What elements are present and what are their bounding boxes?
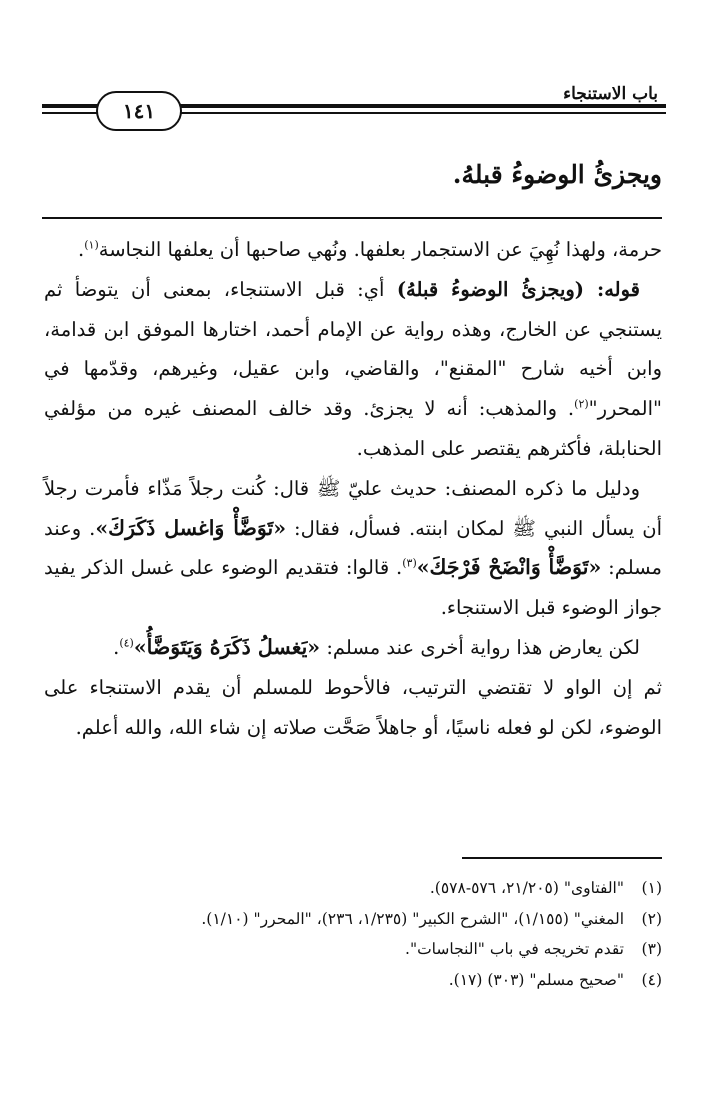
footnote-ref-4[interactable]: (٤) — [119, 636, 134, 650]
paragraph-3-text-b: . وعند مسلم: — [44, 516, 663, 580]
footnote-3 — [44, 934, 662, 965]
header-rule-thin — [174, 112, 666, 114]
paragraph-2-lead: قوله: (ويجزئُ الوضوءُ قبلهُ) — [396, 277, 640, 301]
paragraph-4-end: . — [113, 635, 120, 659]
paragraph-1-text: حرمة، ولهذا نُهِيَ عن الاستجمار بعلفها. ونُهي صاحبها أن يعلفها النجاسة — [98, 238, 662, 261]
matn-separator-rule — [42, 217, 662, 219]
footnote-number: (١) — [641, 879, 662, 897]
paragraph-5 — [44, 668, 662, 748]
header-rule-thick-left — [42, 104, 100, 108]
paragraph-5-text: ثم إن الواو لا تقتضي الترتيب، فالأحوط للمسلم أن يقدم الاستنجاء على الوضوء، لكن لو فعله ناسيًا، أو جاهلاً صَحَّت صلاته إن شاء الله، والله أعلم. — [44, 675, 662, 739]
matn-heading: ويجزئُ الوضوءُ قبلهُ. — [452, 160, 662, 189]
running-header-chapter-title: باب الاستنجاء — [563, 84, 658, 104]
footnotes — [44, 873, 662, 995]
paragraph-3-text-a: ودليل ما ذكره المصنف: حديث عليّ ﷺ قال: كُنت رجلاً مَذّاء فأمرت رجلاً أن يسأل النبي ﷺ لمكان ابنته. فسأل، فقال: — [44, 476, 662, 540]
footnote-text: المغني" (١/١٥٥)، "الشرح الكبير" (١/٢٣٥، ٢٣٦)، "المحرر" (١/١٠). — [201, 909, 624, 928]
page-number: ١٤١ — [96, 91, 182, 131]
header-rule-thick — [174, 104, 666, 108]
footnote-ref-1[interactable]: (١) — [84, 238, 99, 252]
hadith-quote-2: «تَوَضَّأْ وَانْضَحْ فَرْجَكَ» — [416, 555, 602, 580]
hadith-quote-3: «يَغسلُ ذَكَرَهُ وَيَتَوَضَّأُ» — [133, 634, 321, 659]
header-rule-thin-left — [42, 112, 100, 114]
paragraph-3-text-c: . قالوا: فتقديم الوضوء على غسل الذكر يفيد جواز الوضوء قبل الاستنجاء. — [44, 556, 662, 620]
paragraph-2-text-a: أي: قبل الاستنجاء، بمعنى أن يتوضأ ثم يستنجي عن الخارج، وهذه رواية عن الإمام أحمد، اختارها الموفق ابن قدامة، وابن أخيه شارح "المقنع"، والقاضي، وابن عقيل، وغيرهم، وقدّمها في "المحرر" — [44, 277, 662, 421]
paragraph-4-text-a: لكن يعارض هذا رواية أخرى عند مسلم: — [320, 635, 640, 659]
paragraph-2 — [44, 270, 662, 469]
footnote-2 — [44, 904, 662, 935]
footnote-number: (٤) — [641, 970, 662, 989]
commentary-body — [44, 230, 662, 747]
footnote-ref-2[interactable]: (٢) — [574, 397, 589, 411]
paragraph-1 — [44, 230, 662, 270]
footnote-1 — [44, 873, 662, 904]
footnote-text: تقدم تخريجه في باب "النجاسات". — [405, 940, 624, 958]
paragraph-1-end: . — [78, 238, 85, 261]
footnote-separator-rule — [462, 857, 662, 859]
paragraph-2-text-b: . والمذهب: أنه لا يجزئ. وقد خالف المصنف غيره من مؤلفي الحنابلة، فأكثرهم يقتصر على المذهب. — [44, 397, 662, 460]
footnote-number: (٢) — [641, 909, 662, 928]
footnote-ref-3[interactable]: (٣) — [402, 556, 417, 570]
paragraph-4 — [44, 628, 662, 668]
footnote-4 — [44, 965, 662, 996]
paragraph-3 — [44, 469, 662, 628]
footnote-text: "صحيح مسلم" (٣٠٣) (١٧). — [448, 970, 624, 989]
hadith-quote-1: «تَوَضَّأْ وَاغسل ذَكَرَكَ» — [95, 515, 287, 540]
footnote-number: (٣) — [641, 940, 662, 958]
footnote-text: "الفتاوى" (٢١/٢٠٥، ٥٧٦-٥٧٨). — [429, 879, 624, 897]
